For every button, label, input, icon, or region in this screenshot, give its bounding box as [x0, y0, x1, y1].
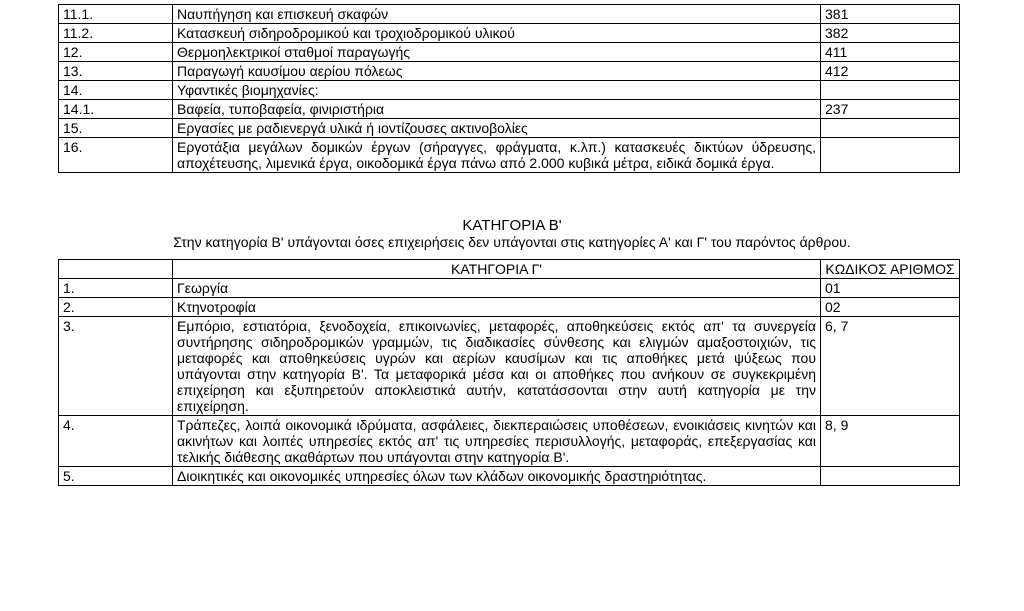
row-code	[821, 81, 960, 100]
row-code: 237	[821, 100, 960, 119]
row-code: 01	[821, 279, 960, 298]
row-number: 2.	[59, 298, 173, 317]
row-code: 02	[821, 298, 960, 317]
header-empty-cell	[59, 260, 173, 279]
table-row	[59, 62, 960, 81]
row-number: 13.	[59, 62, 173, 81]
category-a-table	[58, 4, 960, 173]
row-code: 412	[821, 62, 960, 81]
category-b-text: Στην κατηγορία Β' υπάγονται όσες επιχειρήσεις δεν υπάγονται στις κατηγορίες Α' και Γ' του παρόντος άρθρου.	[173, 234, 851, 250]
table-row	[59, 317, 960, 416]
table-row	[59, 100, 960, 119]
table-row	[59, 43, 960, 62]
category-c-title: ΚΑΤΗΓΟΡΙΑ Γ'	[173, 260, 821, 279]
row-number: 15.	[59, 119, 173, 138]
row-description: Τράπεζες, λοιπά οικονομικά ιδρύματα, ασφάλειες, διεκπεραιώσεις υποθέσεων, ενοικιάσεις κινητών και ακινήτων και λοιπές υπηρεσίες εκτός απ' τις υπηρεσίες περισυλλογής, μεταφοράς, επεξεργασίας και τελικής διάθεσης ακαθάρτων που υπάγονται στην κατηγορία Β'.	[173, 416, 821, 467]
category-c-table	[58, 259, 960, 486]
code-column-header: ΚΩΔΙΚΟΣ ΑΡΙΘΜΟΣ	[821, 260, 960, 279]
table-row	[59, 119, 960, 138]
table-row	[59, 416, 960, 467]
row-number: 16.	[59, 138, 173, 173]
table-row	[59, 279, 960, 298]
table-row	[59, 5, 960, 24]
row-number: 12.	[59, 43, 173, 62]
row-description: Εργασίες με ραδιενεργά υλικά ή ιοντίζουσες ακτινοβολίες	[173, 119, 821, 138]
row-number: 5.	[59, 467, 173, 486]
row-number: 4.	[59, 416, 173, 467]
table-row	[59, 24, 960, 43]
table-row	[59, 81, 960, 100]
row-description: Εργοτάξια μεγάλων δομικών έργων (σήραγγες, φράγματα, κ.λπ.) κατασκευές δικτύων ύδρευσης, αποχέτευσης, λιμενικά έργα, οικοδομικά έργα πάνω από 2.000 κυβικά μέτρα, ειδικά δομικά έργα.	[173, 138, 821, 173]
row-code: 382	[821, 24, 960, 43]
table-row	[59, 138, 960, 173]
row-description: Ναυπήγηση και επισκευή σκαφών	[173, 5, 821, 24]
row-description: Διοικητικές και οικονομικές υπηρεσίες όλων των κλάδων οικονομικής δραστηριότητας.	[173, 467, 821, 486]
row-number: 1.	[59, 279, 173, 298]
row-description: Γεωργία	[173, 279, 821, 298]
row-number: 3.	[59, 317, 173, 416]
table-row	[59, 298, 960, 317]
row-code: 6, 7	[821, 317, 960, 416]
row-code	[821, 119, 960, 138]
table-header-row	[59, 260, 960, 279]
row-description: Βαφεία, τυποβαφεία, φινιριστήρια	[173, 100, 821, 119]
row-description: Υφαντικές βιομηχανίες:	[173, 81, 821, 100]
row-number: 14.	[59, 81, 173, 100]
row-number: 11.1.	[59, 5, 173, 24]
row-description: Παραγωγή καυσίμου αερίου πόλεως	[173, 62, 821, 81]
row-number: 11.2.	[59, 24, 173, 43]
row-code: 411	[821, 43, 960, 62]
row-description: Κατασκευή σιδηροδρομικού και τροχιοδρομικού υλικού	[173, 24, 821, 43]
category-b-title: ΚΑΤΗΓΟΡΙΑ Β'	[462, 217, 562, 234]
row-code: 381	[821, 5, 960, 24]
row-code	[821, 467, 960, 486]
row-number: 14.1.	[59, 100, 173, 119]
row-code	[821, 138, 960, 173]
row-description: Θερμοηλεκτρικοί σταθμοί παραγωγής	[173, 43, 821, 62]
row-description: Κτηνοτροφία	[173, 298, 821, 317]
row-description: Εμπόριο, εστιατόρια, ξενοδοχεία, επικοινωνίες, μεταφορές, αποθηκεύσεις εκτός απ' τα συνεργεία συντήρησης σιδηροδρομικών γραμμών, τις διαδικασίες σύνθεσης και ελιγμών αμαξοστοιχιών, τις μεταφορές και αποθηκεύσεις υγρών και αερίων καυσίμων και τις αποθήκες μετά ψύξεως που υπάγονται στην κατηγορία Β'. Τα μεταφορικά μέσα και οι αποθήκες που ανήκουν σε συγκεκριμένη επιχείρηση και εξυπηρετούν αποκλειστικά αυτήν, κατατάσσονται στην αυτή κατηγορία με την επιχείρηση.	[173, 317, 821, 416]
row-code: 8, 9	[821, 416, 960, 467]
table-row	[59, 467, 960, 486]
